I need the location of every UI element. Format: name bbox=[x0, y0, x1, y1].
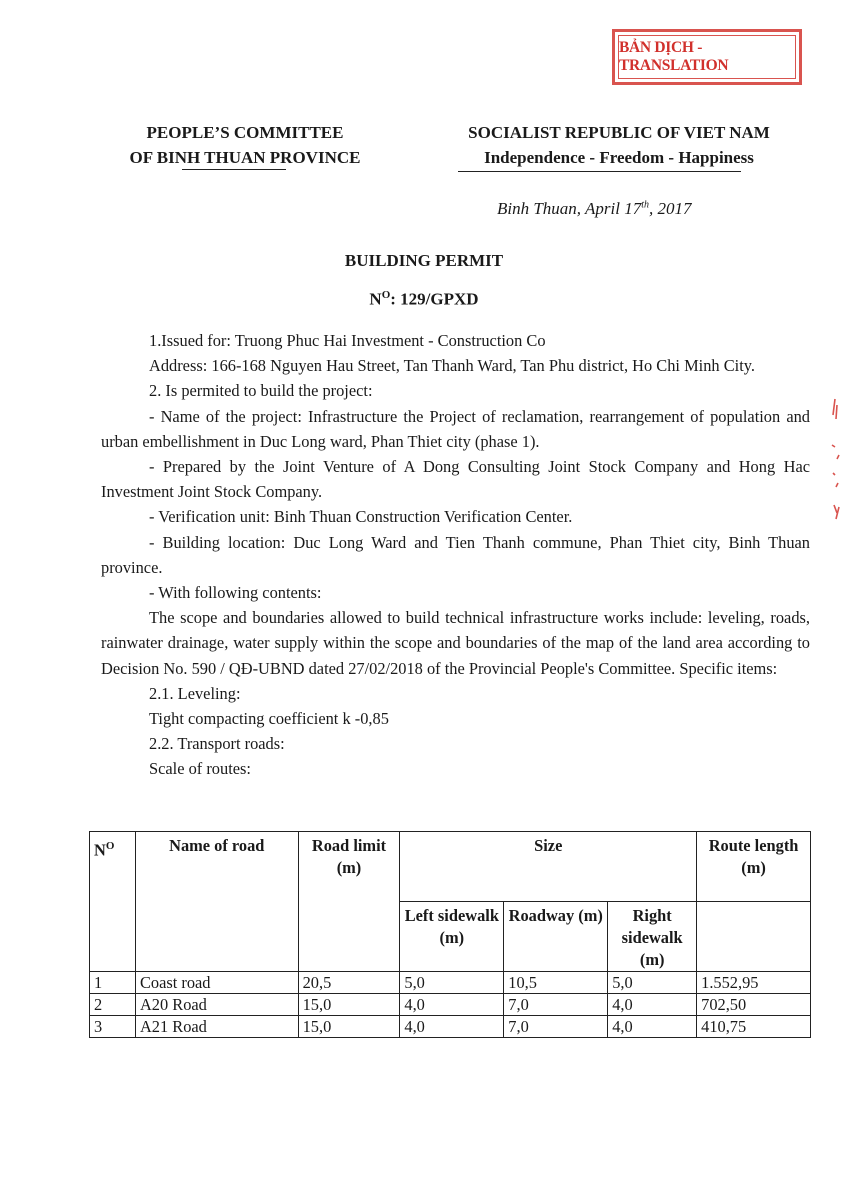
cell-left: 5,0 bbox=[400, 972, 504, 994]
table-row bbox=[90, 1016, 811, 1038]
table-row bbox=[90, 994, 811, 1016]
verification-paragraph: - Verification unit: Binh Thuan Construction Verification Center. bbox=[149, 507, 573, 527]
address-paragraph: Address: 166-168 Nguyen Hau Street, Tan Thanh Ward, Tan Phu district, Ho Chi Minh City. bbox=[149, 356, 755, 376]
col-name-header: Name of road bbox=[135, 832, 298, 972]
document-title: BUILDING PERMIT bbox=[344, 251, 504, 270]
project-name-paragraph: - Name of the project: Infrastructure the Project of reclamation, rearrangement of population and urban embellishment in Duc Long ward, Phan Thiet city (phase 1). bbox=[101, 406, 810, 451]
translation-stamp bbox=[612, 29, 802, 85]
table-header-row bbox=[90, 832, 811, 902]
national-motto: Independence - Freedom - Happiness bbox=[484, 148, 754, 167]
issuer-line-2: OF BINH THUAN PROVINCE bbox=[129, 148, 361, 167]
scale-heading: Scale of routes: bbox=[149, 759, 251, 779]
number-prefix: N bbox=[369, 289, 382, 309]
cell-no: 1 bbox=[90, 972, 136, 994]
leveling-heading: 2.1. Leveling: bbox=[149, 683, 241, 703]
cell-name: A21 Road bbox=[135, 1016, 298, 1038]
document-number bbox=[0, 289, 848, 310]
cell-no: 2 bbox=[90, 994, 136, 1016]
cell-no: 3 bbox=[90, 1016, 136, 1038]
cell-right: 4,0 bbox=[608, 1016, 697, 1038]
cell-length: 1.552,95 bbox=[697, 972, 811, 994]
issued-for-paragraph: 1.Issued for: Truong Phuc Hai Investment - Construction Co bbox=[149, 331, 546, 350]
number-sup: O bbox=[381, 289, 391, 301]
col-limit-header: Road limit (m) bbox=[298, 832, 400, 972]
scope-paragraph: The scope and boundaries allowed to build technical infrastructure works include: leveling, roads, rainwater drainage, water supply within the scope and boundaries of the map of the land area according to Decision No. 590 / QĐ-UBND dated 27/02/2018 of the Provincial People's Committee. Specific items: bbox=[101, 608, 810, 678]
contents-paragraph: - With following contents: bbox=[149, 583, 322, 603]
location-paragraph: - Building location: Duc Long Ward and Tien Thanh commune, Phan Thiet city, Binh Thuan province. bbox=[101, 532, 810, 577]
permitted-paragraph: 2. Is permited to build the project: bbox=[149, 381, 373, 401]
col-right-header: Right sidewalk (m) bbox=[608, 902, 697, 972]
cell-limit: 20,5 bbox=[298, 972, 400, 994]
cell-limit: 15,0 bbox=[298, 994, 400, 1016]
col-size-header: Size bbox=[400, 832, 697, 902]
cell-right: 4,0 bbox=[608, 994, 697, 1016]
translation-stamp-text: BẢN DỊCH - TRANSLATION bbox=[618, 35, 796, 79]
col-roadway-header: Roadway (m) bbox=[504, 902, 608, 972]
issuer-header bbox=[100, 120, 390, 170]
date-line bbox=[497, 199, 691, 219]
cell-length: 702,50 bbox=[697, 994, 811, 1016]
cell-name: Coast road bbox=[135, 972, 298, 994]
coefficient-paragraph: Tight compacting coefficient k -0,85 bbox=[149, 709, 389, 729]
prepared-by-paragraph: - Prepared by the Joint Venture of A Dong Consulting Joint Stock Company and Hong Hac Investment Joint Stock Company. bbox=[101, 457, 810, 502]
date-year: , 2017 bbox=[648, 199, 692, 218]
motto-underline bbox=[458, 171, 741, 172]
table-row bbox=[90, 972, 811, 994]
national-line-1: SOCIALIST REPUBLIC OF VIET NAM bbox=[468, 123, 770, 142]
col-no-sup: O bbox=[105, 840, 115, 852]
cell-length: 410,75 bbox=[697, 1016, 811, 1038]
cell-left: 4,0 bbox=[400, 994, 504, 1016]
col-no-header bbox=[90, 832, 136, 972]
cell-roadway: 7,0 bbox=[504, 994, 608, 1016]
col-left-header: Left sidewalk (m) bbox=[400, 902, 504, 972]
col-length-subheader bbox=[697, 902, 811, 972]
page-seal-fragment bbox=[823, 395, 845, 525]
col-length-header: Route length (m) bbox=[697, 832, 811, 902]
date-place: Binh Thuan, April 17 bbox=[497, 199, 642, 218]
cell-right: 5,0 bbox=[608, 972, 697, 994]
transport-heading: 2.2. Transport roads: bbox=[149, 734, 285, 754]
cell-left: 4,0 bbox=[400, 1016, 504, 1038]
cell-limit: 15,0 bbox=[298, 1016, 400, 1038]
col-no-prefix: N bbox=[94, 840, 106, 860]
issuer-underline bbox=[182, 169, 286, 170]
cell-name: A20 Road bbox=[135, 994, 298, 1016]
cell-roadway: 10,5 bbox=[504, 972, 608, 994]
issuer-line-1: PEOPLE’S COMMITTEE bbox=[146, 123, 344, 142]
permit-body bbox=[101, 328, 810, 782]
national-header bbox=[428, 120, 810, 170]
date-ordinal: th bbox=[641, 199, 649, 211]
routes-table bbox=[89, 831, 811, 1038]
cell-roadway: 7,0 bbox=[504, 1016, 608, 1038]
number-value: : 129/GPXD bbox=[390, 289, 479, 309]
